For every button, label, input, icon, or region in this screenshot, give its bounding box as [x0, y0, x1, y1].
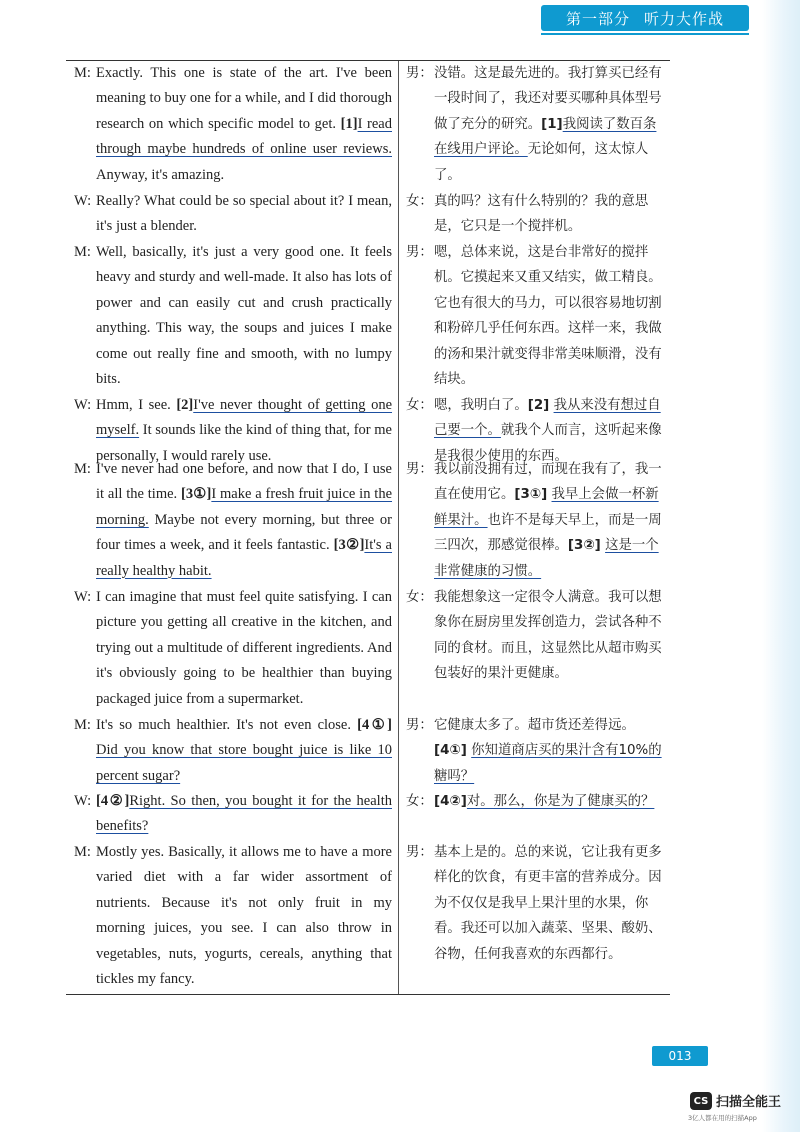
speaker-label: 男： — [406, 462, 433, 477]
answer-underline-text: I make a fresh fruit juice in the morning. — [96, 486, 393, 528]
dialogue-turn-zh — [406, 457, 664, 585]
section-header — [541, 5, 749, 31]
dialogue-text: I've never had one before, and now that I do, I use it all the time. — [96, 461, 392, 503]
answer-underline-text: 这是一个非常健康的习惯。 — [434, 538, 659, 579]
page-edge-strip — [762, 0, 800, 1132]
dialogue-text: Maybe not every morning, but three or four times a week, and it feels fantastic. — [96, 511, 392, 554]
page-number: 013 — [652, 1046, 708, 1066]
answer-marker: [2] — [176, 397, 194, 413]
answer-underline-text: 我从来没有想过自己要一个。 — [434, 398, 661, 439]
dialogue-turn-zh — [406, 61, 664, 189]
dialogue-turn-en — [74, 457, 392, 585]
dialogue-text: 没错。这是最先进的。我打算买已经有一段时间了，我还对要买哪种具体型号做了充分的研究。 — [434, 66, 662, 132]
answer-underline-text: 对。那么，你是为了健康买的？ — [466, 794, 655, 809]
dialogue-text: It sounds like the kind of thing that, for me personally, I would rarely use. — [96, 422, 392, 464]
answer-marker: [3①] — [514, 487, 548, 503]
dialogue-turn-zh — [406, 713, 664, 789]
dialogue-text: Mostly yes. Basically, it allows me to have a more varied diet with a far wider assortment of nutrients. Because it's not only fruit in my morning juices, you see. I can also throw in vegetables, nuts, yogurts, cereals, anything that tickles my fancy. — [96, 844, 392, 988]
dialogue-turn-zh — [406, 789, 664, 840]
dialogue-text: 嗯，我明白了。 — [434, 398, 528, 413]
dialogue-text: I can imagine that must feel quite satisfying. I can picture you getting all creative in the kitchen, and trying out a multitude of different ingredients. And it's obviously going to be healthier than buying packaged juice from a supermarket. — [96, 589, 392, 707]
dialogue-text: 嗯，总体来说，这是台非常好的搅拌机。它摸起来又重又结实，做工精良。它也有很大的马力，可以很容易地切割和粉碎几乎任何东西。这样一来，我做的汤和果汁就变得非常美味顺滑，没有结块。 — [434, 245, 662, 388]
dialogue-text: Really? What could be so special about it? I mean, it's just a blender. — [96, 193, 392, 235]
dialogue-text: 我能想象这一定很令人满意。我可以想象你在厨房里发挥创造力，尝试各种不同的食材。而且，这显然比从超市购买包装好的果汁更健康。 — [434, 590, 662, 682]
dialogue-turn-en — [74, 789, 392, 840]
speaker-label: 女： — [406, 590, 433, 605]
speaker-label: M: — [74, 65, 91, 81]
answer-underline-text: 你知道商店买的果汁含有10%的糖吗？ — [434, 743, 662, 784]
answer-underline-text: I read through maybe hundreds of online user reviews. — [96, 115, 392, 158]
speaker-label: 男： — [406, 845, 433, 860]
chinese-column — [406, 61, 664, 994]
answer-underline-text: Right. So then, you bought it for the health benefits? — [96, 793, 392, 835]
camscanner-logo-icon: CS — [690, 1092, 712, 1110]
dialogue-text: 我以前没拥有过，而现在我有了，我一直在使用它。 — [434, 462, 662, 503]
answer-marker: [1] — [340, 115, 358, 132]
speaker-label: M: — [74, 844, 91, 860]
answer-underline-text: I've never thought of getting one myself. — [96, 397, 393, 439]
answer-marker: [3①] — [181, 486, 212, 503]
speaker-label: 女： — [406, 794, 433, 809]
speaker-label: 男： — [406, 66, 433, 81]
speaker-label: M: — [74, 717, 91, 733]
answer-marker: [3②] — [333, 537, 365, 554]
dialogue-turn-zh — [406, 189, 664, 240]
dialogue-turn-zh — [406, 240, 664, 393]
dialogue-turn-en — [74, 61, 392, 189]
speaker-label: W: — [74, 397, 92, 413]
dialogue-turn-zh — [406, 840, 664, 967]
answer-underline-text: 我阅读了数百条在线用户评论。 — [434, 116, 657, 158]
dialogue-text: 无论如何，这太惊人了。 — [434, 142, 649, 183]
speaker-label: W: — [74, 193, 92, 209]
camscanner-tagline: 3亿人都在用的扫描App — [688, 1114, 757, 1122]
dialogue-turn-zh — [406, 393, 664, 464]
dialogue-text: Well, basically, it's just a very good one. It feels heavy and sturdy and well-made. It also has lots of power and can easily cut and crush practically anything. This way, the soups and juices I make come out really fine and smooth, with no lumpy bits. — [96, 244, 392, 388]
dialogue-text: Hmm, I see. — [96, 397, 177, 413]
answer-underline-text: It's a really healthy habit. — [96, 537, 392, 579]
answer-underline-text: Did you know that store bought juice is like 10 percent sugar? — [96, 742, 392, 784]
speaker-label: 男： — [406, 245, 433, 260]
speaker-label: W: — [74, 589, 92, 605]
dialogue-turn-zh — [406, 585, 664, 713]
dialogue-table — [66, 60, 670, 995]
dialogue-turn-en — [74, 713, 392, 789]
dialogue-text: 基本上是的。总的来说，它让我有更多样化的饮食，有更丰富的营养成分。因为不仅仅是我早上果汁里的水果，你看。我还可以加入蔬菜、坚果、酸奶、谷物，任何我喜欢的东西都行。 — [434, 845, 662, 962]
dialogue-turn-en — [74, 585, 392, 713]
speaker-label: M: — [74, 244, 91, 260]
dialogue-text: Anyway, it's amazing. — [96, 166, 225, 183]
header-rule — [541, 33, 749, 35]
answer-marker: [2] — [527, 398, 550, 413]
answer-underline-text: 我早上会做一杯新鲜果汁。 — [434, 487, 659, 528]
answer-marker: [1] — [541, 116, 563, 132]
dialogue-turn-en — [74, 189, 392, 240]
section-title: 听力大作战 — [644, 9, 725, 28]
answer-marker: [4②] — [434, 794, 467, 809]
answer-marker: [4②] — [96, 793, 130, 809]
dialogue-text: Exactly. This one is state of the art. I've been meaning to buy one for a while, and I did thorough research on which specific model to get. — [96, 65, 392, 132]
speaker-label: 女： — [406, 194, 433, 209]
column-divider — [398, 61, 399, 994]
answer-marker: [3②] — [567, 538, 601, 554]
dialogue-turn-en — [74, 840, 392, 992]
speaker-label: 男： — [406, 718, 433, 733]
dialogue-text: 它健康太多了。超市货还差得远。 — [434, 718, 635, 733]
dialogue-turn-en — [74, 393, 393, 464]
english-column — [74, 61, 392, 994]
camscanner-name: 扫描全能王 — [716, 1095, 782, 1110]
dialogue-text: 真的吗？这有什么特别的？我的意思是，它只是一个搅拌机。 — [434, 194, 649, 235]
dialogue-text: 就我个人而言，这听起来像是我很少使用的东西。 — [434, 423, 662, 464]
dialogue-text: It's so much healthier. It's not even close. — [96, 717, 358, 733]
speaker-label: W: — [74, 793, 92, 809]
dialogue-turn-en — [74, 240, 392, 393]
dialogue-text: 也许不是每天早上，而是一周三四次，那感觉很棒。 — [434, 512, 662, 554]
speaker-label: M: — [74, 461, 91, 477]
speaker-label: 女： — [406, 398, 433, 413]
section-label: 第一部分 — [565, 9, 630, 28]
answer-marker: [4①] — [357, 717, 393, 733]
answer-marker: [4①] — [434, 743, 467, 759]
